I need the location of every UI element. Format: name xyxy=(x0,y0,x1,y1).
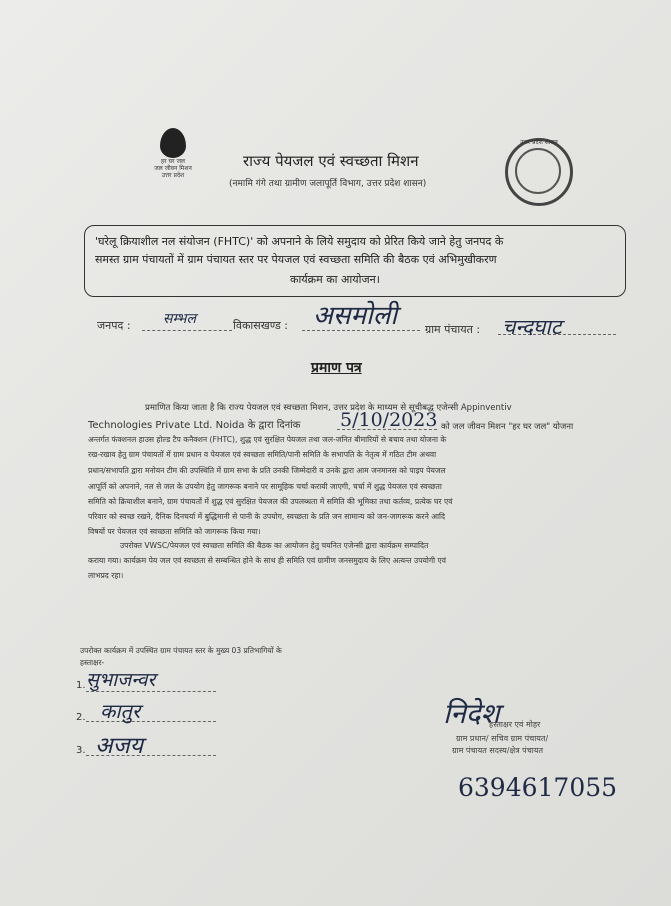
gram-panchayat-value: चन्दघाट xyxy=(502,315,562,339)
signature-caption-2: ग्राम प्रधान/ सचिव ग्राम पंचायत/ xyxy=(456,734,549,743)
body-line: परिवार को स्वच्छ रखने, दैनिक दिनचर्या में बुद्धिमानी से पानी के उपयोग, स्वच्छता के प्रति जन सामान्य को जन-जागरूक करने आदि xyxy=(88,512,446,521)
body-line: उपरोक्त VWSC/पेयजल एवं स्वच्छता समिति की बैठक का आयोजन हेतु चयनित एजेन्सी द्वारा कार्यक्रम सम्पादित xyxy=(120,541,429,550)
body-line: को जल जीवन मिशन "हर घर जल" योजना xyxy=(441,422,574,432)
participant-signature-2: कातुर xyxy=(100,699,141,723)
body-line: प्रमाणित किया जाता है कि राज्य पेयजल एवं स्वच्छता मिशन, उत्तर प्रदेश के माध्यम से सूचीबद्ध एजेन्सी Appinventiv xyxy=(145,403,512,413)
participant-number: 1. xyxy=(76,680,86,691)
box-line-3: कार्यक्रम का आयोजन। xyxy=(290,273,380,286)
mission-title: राज्य पेयजल एवं स्वच्छता मिशन xyxy=(243,152,419,170)
block-label: विकासखण्ड : xyxy=(233,319,289,332)
gram-panchayat-label: ग्राम पंचायत : xyxy=(425,323,481,336)
seal-text: उत्तर प्रदेश शासन xyxy=(520,139,558,146)
participant-number: 2. xyxy=(76,712,86,723)
participants-label-2: हस्ताक्षर- xyxy=(80,658,105,667)
certificate-heading: प्रमाण पत्र xyxy=(311,360,362,376)
district-value: सम्भल xyxy=(163,311,196,327)
jal-jeevan-mission-logo xyxy=(150,128,196,179)
body-line: रख-रखाव हेतु ग्राम पंचायतों में ग्राम प्रधान व पेयजल एवं स्वच्छता समिति/पानी समिति के सभापति के नेतृत्व में गठित टीम अथवा xyxy=(88,450,437,459)
logo-line-1: हर घर जल xyxy=(161,158,185,165)
box-line-1: 'घरेलू क्रियाशील नल संयोजन (FHTC)' को अपनाने के लिये समुदाय को प्रेरित किये जाने हेतु जनपद के xyxy=(95,235,504,248)
block-value: असमोली xyxy=(313,301,398,331)
official-signature: निदेश xyxy=(443,697,500,730)
body-line: अन्तर्गत फंक्शनल हाउस होल्ड टैप कनैक्शन (FHTC), शुद्ध एवं सुरक्षित पेयजल तथा जल-जनित बीमारियों से बचाव तथा योजना के xyxy=(88,435,447,444)
water-drop-icon xyxy=(160,128,186,158)
logo-line-3: उत्तर प्रदेश xyxy=(161,172,185,179)
program-description-box xyxy=(84,225,626,297)
participant-signature-3: अजय xyxy=(95,733,143,759)
body-line: विषयों पर पेयजल एवं स्वच्छता समिति को जागरूक किया गया। xyxy=(88,527,261,536)
signature-caption-1: हस्ताक्षर एवं मोहर xyxy=(489,720,541,729)
box-line-2: समस्त ग्राम पंचायतों में ग्राम पंचायत स्तर पर पेयजल एवं स्वच्छता समिति की बैठक एवं अभिमुखीकरण xyxy=(95,253,497,266)
body-line: समिति को क्रियाशील बनाने, ग्राम पंचायतों में शुद्ध एवं सुरक्षित पेयजल की उपलब्धता में समिति की भूमिका तथा कर्तव्य, प्रत्येक घर एवं xyxy=(88,497,453,506)
body-line: आपूर्ति को अपनाने, नल से जल के उपयोग हेतु जागरूक बनाने पर सामूहिक चर्चा करायी जाएगी, चर्चा में शुद्ध पेयजल एवं स्वच्छता xyxy=(88,482,442,491)
participant-signature-1: सुभाजन्वर xyxy=(86,669,156,691)
phone-number: 6394617055 xyxy=(458,773,618,802)
signature-caption-3: ग्राम पंचायत सदस्य/क्षेत्र पंचायत xyxy=(452,746,544,755)
mission-subtitle: (नमामि गंगे तथा ग्रामीण जलापूर्ति विभाग, उत्तर प्रदेश शासन) xyxy=(229,179,427,189)
logo-line-2: जल जीवन मिशन xyxy=(154,165,192,172)
district-label: जनपद : xyxy=(97,319,131,332)
body-line: Technologies Private Ltd. Noida के द्वारा दिनांक xyxy=(88,420,301,431)
body-line: लाभप्रद रहा। xyxy=(88,571,124,580)
participants-label: उपरोक्त कार्यक्रम में उपस्थित ग्राम पंचायत स्तर के मुख्य 03 प्रतिभागियों के xyxy=(80,646,282,655)
body-line: प्रधान/सभापति द्वारा मनोयन टीम की उपस्थिति में ग्राम सभा के प्रति उनकी जिम्मेदारी व उनके द्वारा आम जनमानस को पाइप पेयजल xyxy=(88,466,446,475)
participant-number: 3. xyxy=(76,745,86,756)
body-line: कराया गया। कार्यक्रम पेय जल एवं स्वच्छता से सम्बन्धित होने के साथ ही समिति एवं ग्रामीण जनसमुदाय के लिए अत्यन्त उपयोगी एवं xyxy=(88,556,446,565)
program-date: 5/10/2023 xyxy=(340,409,438,431)
up-government-seal-icon xyxy=(505,138,573,206)
